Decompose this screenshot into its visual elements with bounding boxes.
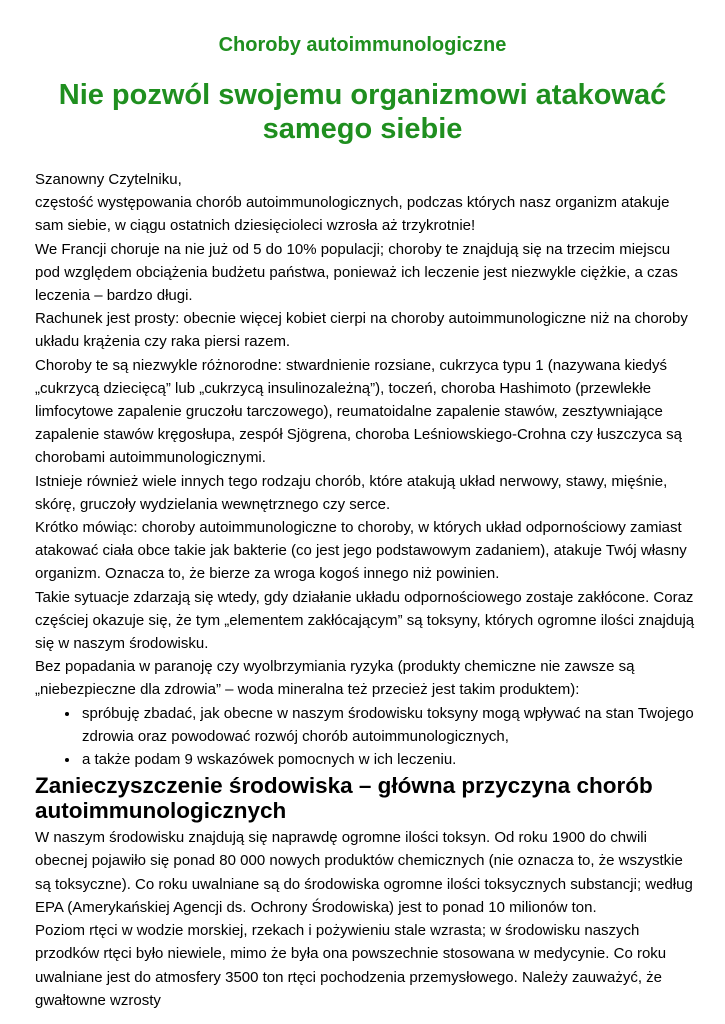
paragraph: Poziom rtęci w wodzie morskiej, rzekach i pożywieniu stale wzrasta; w środowisku naszych przodków rtęci było niewiele, mimo że była ona powszechnie stosowana w medycynie. Co roku uwalniane jest do atmosfery 3500 ton rtęci pochodzenia przemysłowego. Należy zauważyć, że gwałtowne wzrosty [35, 922, 667, 1009]
paragraph: Takie sytuacje zdarzają się wtedy, gdy działanie układu odpornościowego zostaje zakłócone. Coraz częściej okazuje się, że tym „elementem zakłócającym” są toksyny, których ogromne ilości znajdują się w naszym środowisku. [35, 588, 695, 653]
paragraph: W naszym środowisku znajdują się naprawdę ogromne ilości toksyn. Od roku 1900 do chwili obecnej pojawiło się ponad 80 000 nowych produktów chemicznych (nie oznacza to, że wszystkie są toksyczne). Co roku uwalniane są do środowiska ogromne ilości toksycznych substancji; według EPA (Amerykańskiej Agencji ds. Ochrony Środowiska) jest to ponad 10 milionów ton. [35, 829, 693, 916]
paragraph: Choroby te są niezwykle różnorodne: stwardnienie rozsiane, cukrzyca typu 1 (nazywana kiedyś „cukrzycą dziecięcą” lub „cukrzycą insulinozależną”), toczeń, choroba Hashimoto (przewlekłe limfocytowe zapalenie gruczołu tarczowego), reumatoidalne zapalenie stawów, zesztywniające zapalenie stawów kręgosłupa, zespół Sjögrena, choroba Leśniowskiego-Crohna czy łuszczyca są chorobami autoimmunologicznymi. [35, 356, 683, 467]
bullet-list [35, 702, 695, 772]
paragraph: częstość występowania chorób autoimmunologicznych, podczas których nasz organizm atakuje sam siebie, w ciągu ostatnich dziesięcioleci wzrosła aż trzykrotnie! [35, 194, 670, 235]
bullet-item: • spróbuję zbadać, jak obecne w naszym środowisku toksyny mogą wpływać na stan Twojego zdrowia oraz powodować rozwój chorób autoimmunologicznych, [80, 702, 695, 748]
section-heading: Zanieczyszczenie środowiska – główna przyczyna chorób autoimmunologicznych [35, 773, 653, 824]
paragraph: Istnieje również wiele innych tego rodzaju chorób, które atakują układ nerwowy, stawy, mięśnie, skórę, gruczoły wydzielania wewnętrznego czy serce. [35, 472, 668, 513]
paragraph: Bez popadania w paranoję czy wyolbrzymiania ryzyka (produkty chemiczne nie zawsze są „niebezpieczne dla zdrowia” – woda mineralna też przecież jest takim produktem): [35, 658, 635, 699]
bullet-item: • a także podam 9 wskazówek pomocnych w ich leczeniu. [80, 748, 695, 771]
document-body [35, 168, 695, 1012]
document-title: Nie pozwól swojemu organizmowi atakować samego siebie [58, 79, 667, 145]
paragraph: Krótko mówiąc: choroby autoimmunologiczne to choroby, w których układ odpornościowy zamiast atakować ciała obce takie jak bakterie (co jest jego podstawowym zadaniem), atakuje Twój własny organizm. Oznacza to, że bierze za wroga kogoś innego niż powinien. [35, 519, 687, 583]
paragraph: Rachunek jest prosty: obecnie więcej kobiet cierpi na choroby autoimmunologiczne niż na choroby układu krążenia czy raka piersi razem. [35, 310, 688, 351]
salutation: Szanowny Czytelniku, [35, 171, 182, 188]
document-kicker: Choroby autoimmunologiczne [218, 34, 507, 56]
paragraph: We Francji choruje na nie już od 5 do 10% populacji; choroby te znajdują się na trzecim miejscu pod względem obciążenia budżetu państwa, ponieważ ich leczenie jest niezwykle ciężkie, a czas leczenia – bardzo długi. [35, 240, 678, 305]
